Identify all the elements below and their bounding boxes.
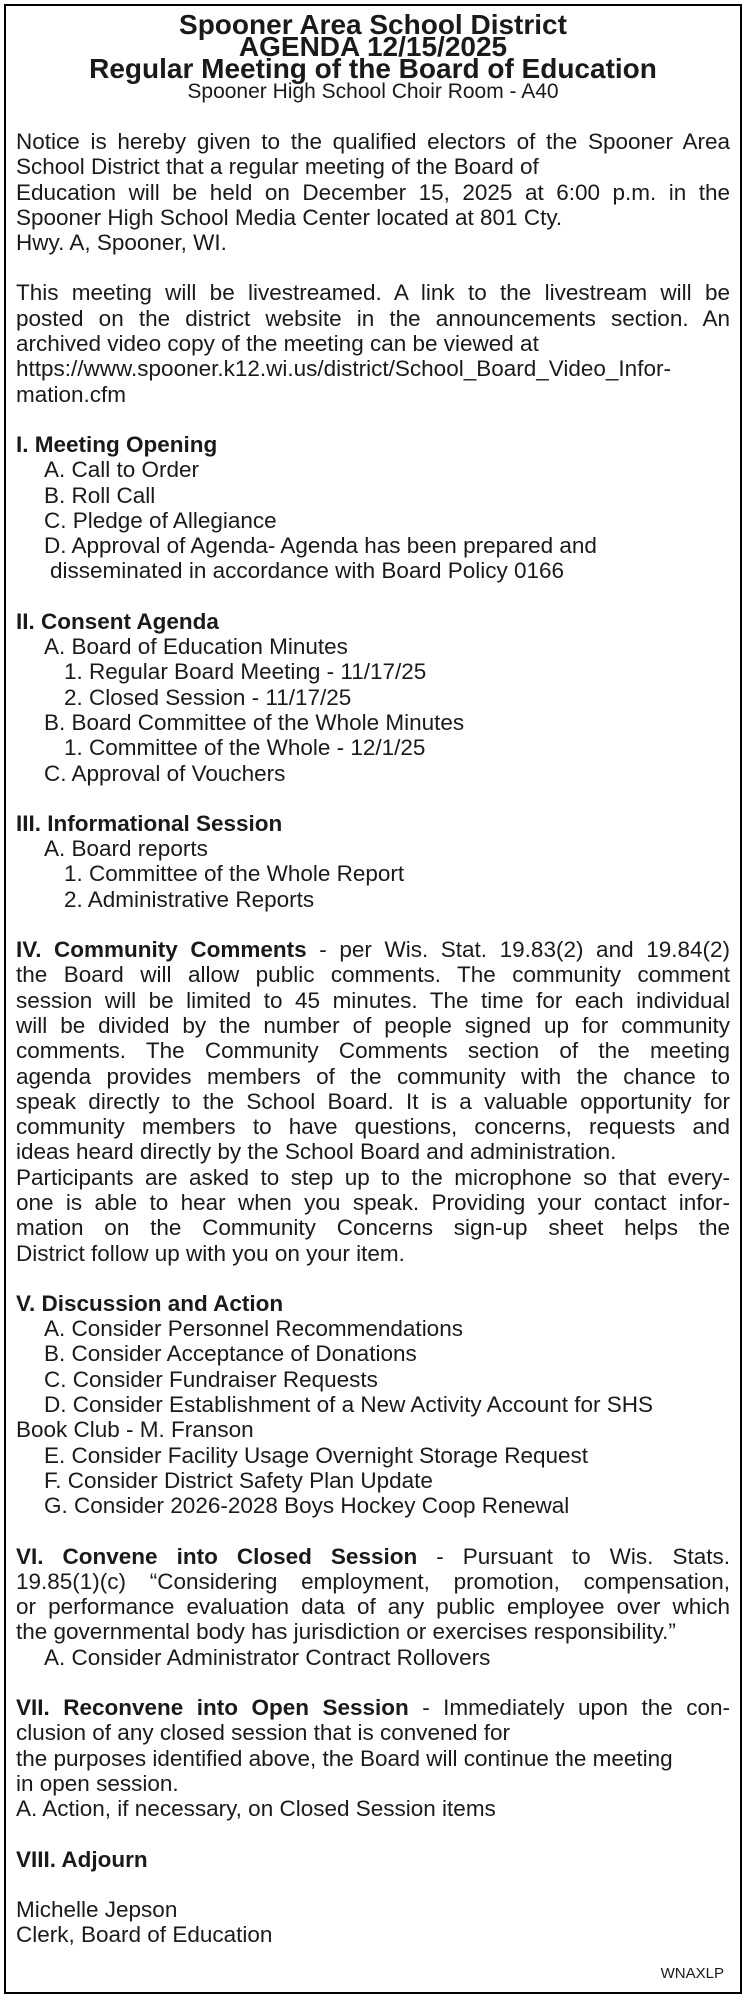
section-heading: II. Consent Agenda <box>16 608 219 634</box>
text-line: archived video copy of the meeting can be viewed at <box>16 331 539 357</box>
section-consent-agenda <box>16 609 730 786</box>
text-line: Education will be held on December 15, 2025 at 6:00 p.m. in the <box>16 179 730 205</box>
signature-block <box>16 1897 730 1948</box>
agenda-subitem: 2. Administrative Reports <box>64 886 315 912</box>
livestream-url: https://www.spooner.k12.wi.us/district/School_Board_Video_Infor- <box>16 356 671 382</box>
agenda-item: B. Roll Call <box>44 482 156 508</box>
agenda-item: A. Board reports <box>44 836 208 862</box>
agenda-item-continued: disseminated in accordance with Board Policy 0166 <box>50 558 565 584</box>
text-line: 19.85(1)(c) “Considering employment, promotion, compensation, <box>16 1568 730 1594</box>
section-open-session <box>16 1695 730 1821</box>
text-line: session will be limited to 45 minutes. The time for each individual <box>16 987 730 1013</box>
agenda-item: C. Approval of Vouchers <box>44 760 286 786</box>
public-notice <box>4 4 742 1994</box>
agenda-item: G. Consider 2026-2028 Boys Hockey Coop Renewal <box>44 1493 570 1519</box>
agenda-item: F. Consider District Safety Plan Update <box>44 1467 433 1493</box>
agenda-item: A. Consider Personnel Recommendations <box>44 1316 463 1342</box>
text-line: comments. The Community Comments section of the meeting <box>16 1038 730 1064</box>
section-heading: I. Meeting Opening <box>16 431 218 457</box>
agenda-item: A. Action, if necessary, on Closed Session items <box>16 1796 496 1822</box>
section-closed-session <box>16 1544 730 1670</box>
text-line: the purposes identified above, the Board will continue the meeting <box>16 1745 673 1771</box>
text-line: posted on the district website in the announcements section. An <box>16 305 730 331</box>
text-line: Spooner High School Media Center located at 801 Cty. <box>16 204 563 230</box>
agenda-item: A. Call to Order <box>44 457 200 483</box>
text-line <box>16 1695 730 1720</box>
text-line: Hwy. A, Spooner, WI. <box>16 230 227 256</box>
agenda-item: D. Consider Establishment of a New Activity Account for SHS <box>44 1392 654 1418</box>
agenda-subitem: 1. Committee of the Whole - 12/1/25 <box>64 735 426 761</box>
section-heading: V. Discussion and Action <box>16 1290 284 1316</box>
agenda-subitem: 1. Regular Board Meeting - 11/17/25 <box>64 659 427 685</box>
text-line: agenda provides members of the community with the chance to <box>16 1063 730 1089</box>
notice-paragraph <box>16 129 730 255</box>
agenda-item: C. Pledge of Allegiance <box>44 507 277 533</box>
district-title: Spooner Area School District <box>179 9 567 40</box>
section-intro: - Pursuant to Wis. Stats. <box>417 1543 730 1569</box>
section-intro: - Immediately upon the con- <box>408 1695 730 1721</box>
agenda-item: C. Consider Fundraiser Requests <box>44 1366 378 1392</box>
text-line: one is able to hear when you speak. Providing your contact infor- <box>16 1189 730 1215</box>
agenda-subitem: 1. Committee of the Whole Report <box>64 861 405 887</box>
text-line: in open session. <box>16 1770 179 1796</box>
text-line: School District that a regular meeting of the Board of <box>16 154 539 180</box>
text-line: Notice is hereby given to the qualified electors of the Spooner Area <box>16 129 730 154</box>
text-line: community members to have questions, concerns, requests and <box>16 1114 730 1140</box>
agenda-date-title: AGENDA 12/15/2025 <box>238 31 508 62</box>
text-line: the governmental body has jurisdiction or exercises responsibility.” <box>16 1619 676 1645</box>
text-line: Participants are asked to step up to the microphone so that every- <box>16 1164 730 1190</box>
agenda-item: E. Consider Facility Usage Overnight Storage Request <box>44 1442 589 1468</box>
text-line <box>16 937 730 962</box>
text-line <box>16 1544 730 1569</box>
text-line: will be divided by the number of people signed up for community <box>16 1012 730 1038</box>
section-heading: VII. Reconvene into Open Session <box>16 1695 409 1721</box>
section-intro: - per Wis. Stat. 19.83(2) and 19.84(2) <box>306 937 730 963</box>
meeting-location: Spooner High School Choir Room - A40 <box>187 80 559 103</box>
text-line: the Board will allow public comments. The community comment <box>16 962 730 988</box>
agenda-item: B. Board Committee of the Whole Minutes <box>44 709 465 735</box>
text-line: or performance evaluation data of any public employee over which <box>16 1594 730 1620</box>
notice-content <box>6 6 740 1947</box>
agenda-item-continued: Book Club - M. Franson <box>16 1417 254 1443</box>
section-informational-session <box>16 811 730 912</box>
text-line: This meeting will be livestreamed. A link to the livestream will be <box>16 280 730 306</box>
section-heading: VI. Convene into Closed Session <box>16 1543 418 1569</box>
agenda-item: D. Approval of Agenda- Agenda has been prepared and <box>44 533 597 559</box>
text-line: District follow up with you on your item. <box>16 1240 405 1266</box>
livestream-paragraph <box>16 280 730 406</box>
agenda-item: A. Consider Administrator Contract Rollovers <box>44 1644 491 1670</box>
text-line: clusion of any closed session that is convened for <box>16 1720 511 1746</box>
section-community-comments <box>16 937 730 1266</box>
section-heading: III. Informational Session <box>16 810 283 836</box>
agenda-item: B. Consider Acceptance of Donations <box>44 1341 417 1367</box>
text-line: speak directly to the School Board. It is a valuable opportunity for <box>16 1088 730 1114</box>
agenda-subitem: 2. Closed Session - 11/17/25 <box>64 684 352 710</box>
agenda-item: A. Board of Education Minutes <box>44 634 348 660</box>
signer-title: Clerk, Board of Education <box>16 1922 273 1948</box>
section-meeting-opening <box>16 432 730 584</box>
section-heading: IV. Community Comments <box>16 937 307 963</box>
section-adjourn: VIII. Adjourn <box>16 1846 148 1872</box>
text-line: mation on the Community Concerns sign-up sheet helps the <box>16 1215 730 1241</box>
meeting-title: Regular Meeting of the Board of Education <box>89 53 657 84</box>
section-discussion-action <box>16 1291 730 1519</box>
livestream-url-end: mation.cfm <box>16 381 127 407</box>
text-line: ideas heard directly by the School Board and administration. <box>16 1139 617 1165</box>
signer-name: Michelle Jepson <box>16 1896 178 1922</box>
publication-code: WNAXLP <box>660 1965 724 1982</box>
